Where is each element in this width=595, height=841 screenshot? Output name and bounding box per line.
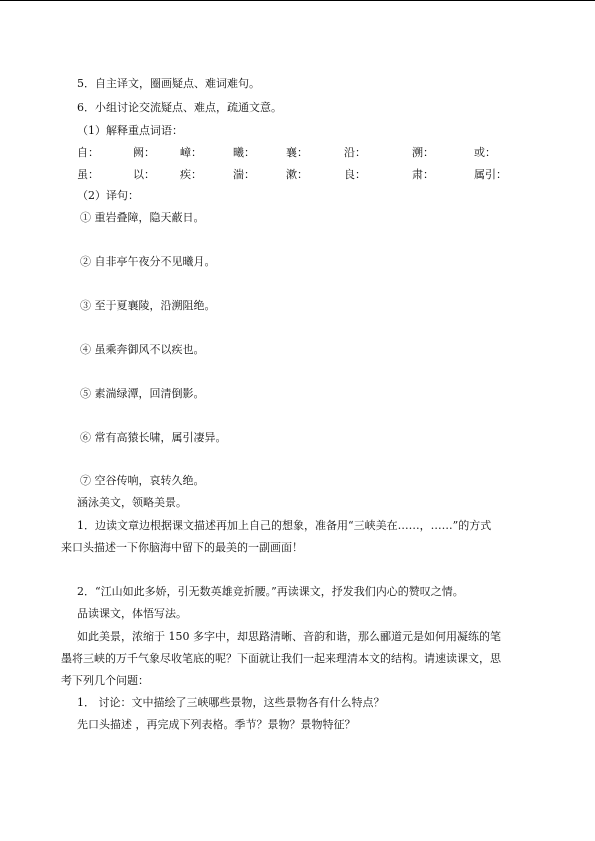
word-cell: 疾： bbox=[180, 168, 202, 181]
word-cell: 曦： bbox=[233, 146, 255, 159]
method-question-1: 1． 讨论：文中描绘了三峡哪些景物，这些景物各有什么特点？ bbox=[77, 696, 385, 709]
sentence-7: ⑦ 空谷传响，哀转久绝。 bbox=[80, 474, 205, 487]
word-cell: 漱： bbox=[286, 168, 308, 181]
beauty-question-1-line-2: 来口头描述一下你脑海中留下的最美的一副画面！ bbox=[61, 541, 303, 554]
word-cell: 沿： bbox=[344, 146, 366, 159]
task-5: 5．自主译文，圈画疑点、难词难句。 bbox=[77, 77, 260, 90]
method-paragraph-line-2: 墨将三峡的万千气象尽收笔底的呢？下面就让我们一起来理清本文的结构。请速读课文，思 bbox=[61, 652, 501, 665]
word-cell: 虽： bbox=[77, 168, 99, 181]
sentence-1: ① 重岩叠障，隐天蔽日。 bbox=[80, 211, 205, 224]
sentence-4: ④ 虽乘奔御风不以疾也。 bbox=[80, 343, 205, 356]
sentence-6: ⑥ 常有高猿长啸，属引凄异。 bbox=[80, 431, 227, 444]
page-top-rule bbox=[0, 0, 595, 1]
word-cell: 属引： bbox=[474, 168, 507, 181]
word-cell: 良： bbox=[344, 168, 366, 181]
sub-heading-translate: （2）译句： bbox=[77, 189, 139, 202]
word-cell: 襄： bbox=[286, 146, 308, 159]
section-heading-beauty: 涵泳美文，领略美景。 bbox=[77, 496, 187, 509]
sentence-5: ⑤ 素湍绿潭，回清倒影。 bbox=[80, 387, 205, 400]
sentence-3: ③ 至于夏襄陵，沿溯阻绝。 bbox=[80, 299, 216, 312]
task-6: 6．小组讨论交流疑点、难点，疏通文意。 bbox=[77, 101, 282, 114]
beauty-question-1-line-1: 1．边读文章边根据课文描述再加上自己的想象，准备用“三峡美在……，……”的方式 bbox=[77, 519, 492, 532]
word-cell: 阙： bbox=[133, 146, 155, 159]
sentence-2: ② 自非亭午夜分不见曦月。 bbox=[80, 255, 216, 268]
method-question-1-followup: 先口头描述 ，再完成下列表格。季节？景物？景物特征？ bbox=[77, 718, 356, 731]
section-heading-method: 品读课文，体悟写法。 bbox=[77, 607, 187, 620]
word-cell: 自： bbox=[77, 146, 99, 159]
word-cell: 溯： bbox=[412, 146, 434, 159]
word-cell: 或： bbox=[474, 146, 496, 159]
word-cell: 肃： bbox=[412, 168, 434, 181]
beauty-question-2: 2．“江山如此多娇，引无数英雄竞折腰。”再读课文，抒发我们内心的赞叹之情。 bbox=[77, 585, 464, 598]
word-cell: 以： bbox=[133, 168, 155, 181]
method-paragraph-line-1: 如此美景，浓缩于 150 多字中，却思路清晰、音韵和谐，那么郦道元是如何用凝练的笔 bbox=[77, 630, 501, 643]
word-cell: 嶂： bbox=[180, 146, 202, 159]
word-cell: 湍： bbox=[233, 168, 255, 181]
sub-heading-key-words: （1）解释重点词语： bbox=[77, 124, 183, 137]
method-paragraph-line-3: 考下列几个问题： bbox=[61, 674, 149, 687]
